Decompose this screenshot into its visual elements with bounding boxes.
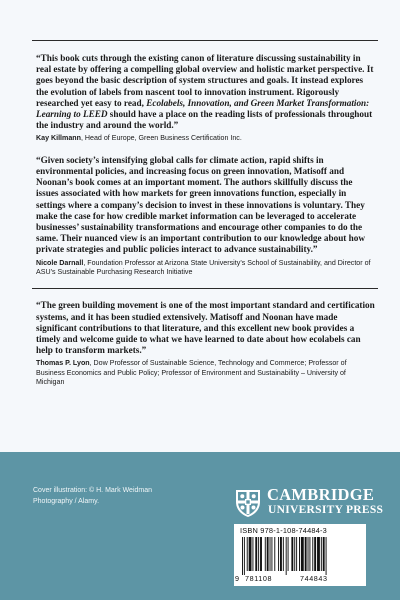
barcode-bar [323,537,325,571]
barcode-icon [242,537,360,575]
barcode-bar [260,537,262,571]
barcode-bar [288,537,289,571]
quote-text-2: “Given society’s intensifying global calls for climate action, rapid shifts in environmental policies, and increasing focus on green innovation, Matisoff and Noonan’s book comes at an important moment. The authors skillfully discuss the issues associated with how markets for green innovations function, especially in settings where a company’s decision to invest in these innovations is voluntary. They make the case for how credible market information can be leveraged to accelerate businesses’ sustainability transformations and encourage other companies to do the same. Their nuanced view is an important contribution to our knowledge about how private strategies and public policies interact to advance sustainability.” [36,154,365,255]
publisher-name: CAMBRIDGE [267,485,375,504]
cambridge-shield-icon [234,488,262,518]
book-title: Ecolabels, Innovation, and Green Market Transformation: Learning to LEED [36,97,370,120]
quote-text-3: “The green building movement is one of the most important standard and certification systems, and it has been studied extensively. Matisoff and Noonan have made significant contributions to that literature, and this excellent new book provides a timely and welcome guide to what we have learned to date about how ecolabels can help to transform markets.” [36,300,375,356]
cover-credit: Cover illustration: © H. Mark Weidman Photography / Alamy. [33,487,153,505]
quote-block-1 [36,53,376,144]
barcode-bar [326,537,327,575]
top-rule [32,40,378,41]
back-cover-blurbs [36,53,376,399]
barcode-bar [308,537,309,571]
barcode-bar [244,537,245,575]
barcode-bar [270,537,271,571]
barcode-bar [249,537,252,571]
quote-attribution-3: Thomas P. Lyon, Dow Professor of Sustainable Science, Technology and Commerce; Professor of Business Economics and Public Policy; Professor of Environment and Sustainability – University of Michigan [36,359,347,387]
barcode-bar [252,537,253,571]
barcode-bar [296,537,297,571]
barcode-bar [283,537,284,571]
barcode-bar [301,537,304,571]
barcode-bar [267,537,269,571]
barcode-bar [309,537,310,571]
barcode-bar [280,537,282,571]
divider-rule [32,288,378,289]
isbn-text: ISBN 978-1-108-74484-3 [240,526,327,535]
barcode-bar [317,537,320,571]
barcode-bar [305,537,307,571]
barcode-bar [247,537,248,571]
barcode-bar [255,537,257,571]
barcode-bar [321,537,322,571]
barcode-bar [314,537,316,571]
barcode-bar [258,537,259,571]
barcode-bar [291,537,293,571]
barcode-bar [286,537,287,575]
barcode-bar [312,537,313,571]
barcode-bar [299,537,300,571]
barcode-panel: ISBN 978-1-108-74484-3 9 781108 744843 [234,524,366,586]
barcode-bar [278,537,279,571]
barcode-bar [294,537,295,571]
barcode-bar [265,537,266,571]
quote-block-2 [36,155,376,278]
quote-attribution-2: Nicole Darnall, Foundation Professor at Arizona State University’s School of Sustainability, and Director of ASU’s Sustainable Purchasing Research Initiative [36,258,371,277]
barcode-bar [271,537,272,571]
barcode-bar [274,537,275,571]
quote-text-1: “This book cuts through the existing canon of literature discussing sustainability in real estate by offering a compelling global overview and holistic market perspective. It goes beyond the basic description of system structures and goals. It instead explores the evolution of labels from nascent tool to innovation instrument. Rigorously researched yet easy to read, Ecolabels, Innovation, and Green Market Transformation: Learning to LEED should have a place on the reading lists of professionals throughout the industry and around the world.” [36,53,374,131]
publisher-subtitle: UNIVERSITY PRESS [268,504,384,516]
quote-block-3 [36,300,376,387]
quote-attribution-1: Kay Killmann, Head of Europe, Green Business Certification Inc. [36,134,242,143]
barcode-bar [242,537,243,575]
